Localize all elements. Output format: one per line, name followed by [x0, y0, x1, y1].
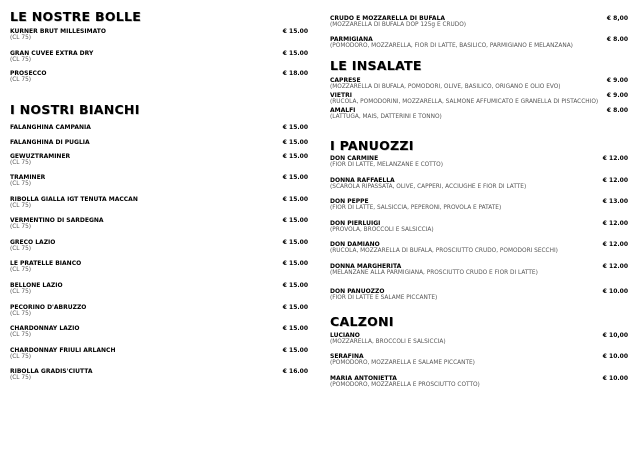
item-name: GRECO LAZIO [10, 239, 56, 246]
item-price: € 12.00 [602, 241, 628, 248]
item-description: (CL 75) [10, 289, 32, 295]
item-price: € 10.00 [602, 375, 628, 382]
item-name: DONNA MARGHERITA [330, 263, 402, 270]
item-price: € 15.00 [282, 325, 308, 332]
item-name: RIBOLLA GRADIS'CIUTTA [10, 368, 93, 375]
item-name: DON PANUOZZO [330, 288, 385, 295]
item-description: (PROVOLA, BROCCOLI E SALSICCIA) [330, 227, 434, 233]
item-name: KURNER BRUT MILLESIMATO [10, 28, 106, 35]
item-price: € 15.00 [282, 282, 308, 289]
menu-item [10, 28, 308, 44]
item-description: (CL 75) [10, 77, 32, 83]
item-name: DON DAMIANO [330, 241, 380, 248]
item-price: € 15.00 [282, 196, 308, 203]
item-name: PECORINO D'ABRUZZO [10, 304, 87, 311]
item-description: (CL 75) [10, 224, 32, 230]
item-description: (CL 75) [10, 246, 32, 252]
menu-item [10, 70, 308, 86]
item-name: DON PEPPE [330, 198, 369, 205]
item-description: (CL 75) [10, 203, 32, 209]
item-name: LE PRATELLE BIANCO [10, 260, 82, 267]
item-name: CRUDO E MOZZARELLA DI BUFALA [330, 15, 446, 22]
item-price: € 8,00 [606, 15, 628, 22]
item-description: (FIOR DI LATTE E SALAME PICCANTE) [330, 295, 438, 301]
menu-item [10, 260, 308, 276]
item-name: VERMENTINO DI SARDEGNA [10, 217, 104, 224]
item-price: € 15.00 [282, 153, 308, 160]
item-description: (MELANZANE ALLA PARMIGIANA, PROSCIUTTO CRUDO E FIOR DI LATTE) [330, 270, 538, 276]
menu-item [10, 217, 308, 233]
menu-item [330, 177, 628, 193]
menu-item [10, 174, 308, 190]
section-heading: LE INSALATE [330, 58, 422, 73]
item-description: (CL 75) [10, 311, 32, 317]
item-description: (CL 75) [10, 57, 32, 63]
menu-item [330, 77, 628, 93]
item-name: PROSECCO [10, 70, 47, 77]
menu-item [330, 36, 628, 52]
section-heading: I NOSTRI BIANCHI [10, 102, 140, 117]
item-name: CAPRESE [330, 77, 361, 84]
item-price: € 15.00 [282, 217, 308, 224]
item-description: (CL 75) [10, 181, 32, 187]
item-description: (CL 75) [10, 267, 32, 273]
menu-item [330, 353, 628, 369]
item-description: (MOZZARELLA DI BUFALA DOP 125g E CRUDO) [330, 22, 467, 28]
menu-item [10, 368, 308, 384]
item-price: € 10.00 [602, 288, 628, 295]
section-heading: CALZONI [330, 314, 394, 329]
item-description: (FIOR DI LATTE, SALSICCIA, PEPERONI, PROVOLA E PATATE) [330, 205, 502, 211]
item-price: € 15.00 [282, 124, 308, 131]
item-name: VIETRI [330, 92, 352, 99]
menu-item [330, 220, 628, 236]
item-name: DON PIERLUIGI [330, 220, 381, 227]
item-description: (CL 75) [10, 160, 32, 166]
menu-item [330, 15, 628, 31]
item-name: LUCIANO [330, 332, 360, 339]
menu-item [10, 50, 308, 66]
item-name: PARMIGIANA [330, 36, 373, 43]
item-price: € 15.00 [282, 304, 308, 311]
item-name: DON CARMINE [330, 155, 379, 162]
item-description: (RUCOLA, MOZZARELLA DI BUFALA, PROSCIUTTO CRUDO, POMODORI SECCHI) [330, 248, 558, 254]
menu-item [330, 288, 628, 304]
item-name: TRAMINER [10, 174, 46, 181]
item-price: € 9.00 [606, 77, 628, 84]
menu-item [10, 153, 308, 169]
item-description: (CL 75) [10, 354, 32, 360]
item-price: € 15.00 [282, 174, 308, 181]
menu-item [330, 92, 628, 108]
item-price: € 9.00 [606, 92, 628, 99]
item-name: RIBOLLA GIALLA IGT TENUTA MACCAN [10, 196, 138, 203]
menu-item [330, 107, 628, 123]
item-name: DONNA RAFFAELLA [330, 177, 395, 184]
item-name: CHARDONNAY LAZIO [10, 325, 80, 332]
item-price: € 18.00 [282, 70, 308, 77]
item-name: CHARDONNAY FRIULI ARLANCH [10, 347, 116, 354]
item-description: (LATTUGA, MAIS, DATTERINI E TONNO) [330, 114, 442, 120]
item-price: € 15.00 [282, 28, 308, 35]
item-description: (POMODORO, MOZZARELLA E SALAME PICCANTE) [330, 360, 475, 366]
menu-item [330, 332, 628, 348]
item-price: € 15.00 [282, 260, 308, 267]
item-price: € 13.00 [602, 198, 628, 205]
item-description: (CL 75) [10, 35, 32, 41]
item-price: € 10.00 [602, 353, 628, 360]
menu-item [10, 347, 308, 363]
item-description: (SCAROLA RIPASSATA, OLIVE, CAPPERI, ACCIUGHE E FIOR DI LATTE) [330, 184, 527, 190]
menu-item [330, 241, 628, 257]
item-description: (MOZZARELLA DI BUFALA, POMODORI, OLIVE, BASILICO, ORIGANO E OLIO EVO) [330, 84, 561, 90]
item-description: (MOZZARELLA, BROCCOLI E SALSICCIA) [330, 339, 446, 345]
item-description: (CL 75) [10, 332, 32, 338]
item-price: € 8.00 [606, 107, 628, 114]
menu-item [330, 198, 628, 214]
menu-item [330, 263, 628, 279]
item-description: (RUCOLA, POMODORINI, MOZZARELLA, SALMONE AFFUMICATO E GRANELLA DI PISTACCHIO) [330, 99, 599, 105]
item-name: FALANGHINA DI PUGLIA [10, 139, 90, 146]
menu-item [330, 155, 628, 171]
menu-item [10, 124, 308, 140]
item-price: € 15.00 [282, 50, 308, 57]
item-name: GRAN CUVEE EXTRA DRY [10, 50, 94, 57]
section-heading: LE NOSTRE BOLLE [10, 9, 142, 24]
item-price: € 15.00 [282, 347, 308, 354]
item-name: BELLONE LAZIO [10, 282, 63, 289]
item-name: MARIA ANTONIETTA [330, 375, 397, 382]
item-price: € 8.00 [606, 36, 628, 43]
item-name: FALANGHINA CAMPANIA [10, 124, 91, 131]
item-description: (POMODORO, MOZZARELLA, FIOR DI LATTE, BASILICO, PARMIGIANO E MELANZANA) [330, 43, 573, 49]
item-price: € 12.00 [602, 177, 628, 184]
menu-item [10, 325, 308, 341]
section-heading: I PANUOZZI [330, 138, 414, 153]
item-description: (POMODORO, MOZZARELLA E PROSCIUTTO COTTO) [330, 382, 480, 388]
item-price: € 12.00 [602, 263, 628, 270]
item-name: AMALFI [330, 107, 356, 114]
menu-item [10, 239, 308, 255]
item-name: GEWUZTRAMINER [10, 153, 71, 160]
item-price: € 16.00 [282, 368, 308, 375]
item-description: (CL 75) [10, 375, 32, 381]
menu-item [10, 304, 308, 320]
menu-item [10, 196, 308, 212]
item-price: € 12.00 [602, 220, 628, 227]
item-price: € 10,00 [602, 332, 628, 339]
item-description: (FIOR DI LATTE, MELANZANE E COTTO) [330, 162, 443, 168]
item-price: € 15.00 [282, 139, 308, 146]
item-price: € 15.00 [282, 239, 308, 246]
menu-item [10, 282, 308, 298]
item-name: SERAFINA [330, 353, 364, 360]
item-price: € 12.00 [602, 155, 628, 162]
menu-item [330, 375, 628, 391]
